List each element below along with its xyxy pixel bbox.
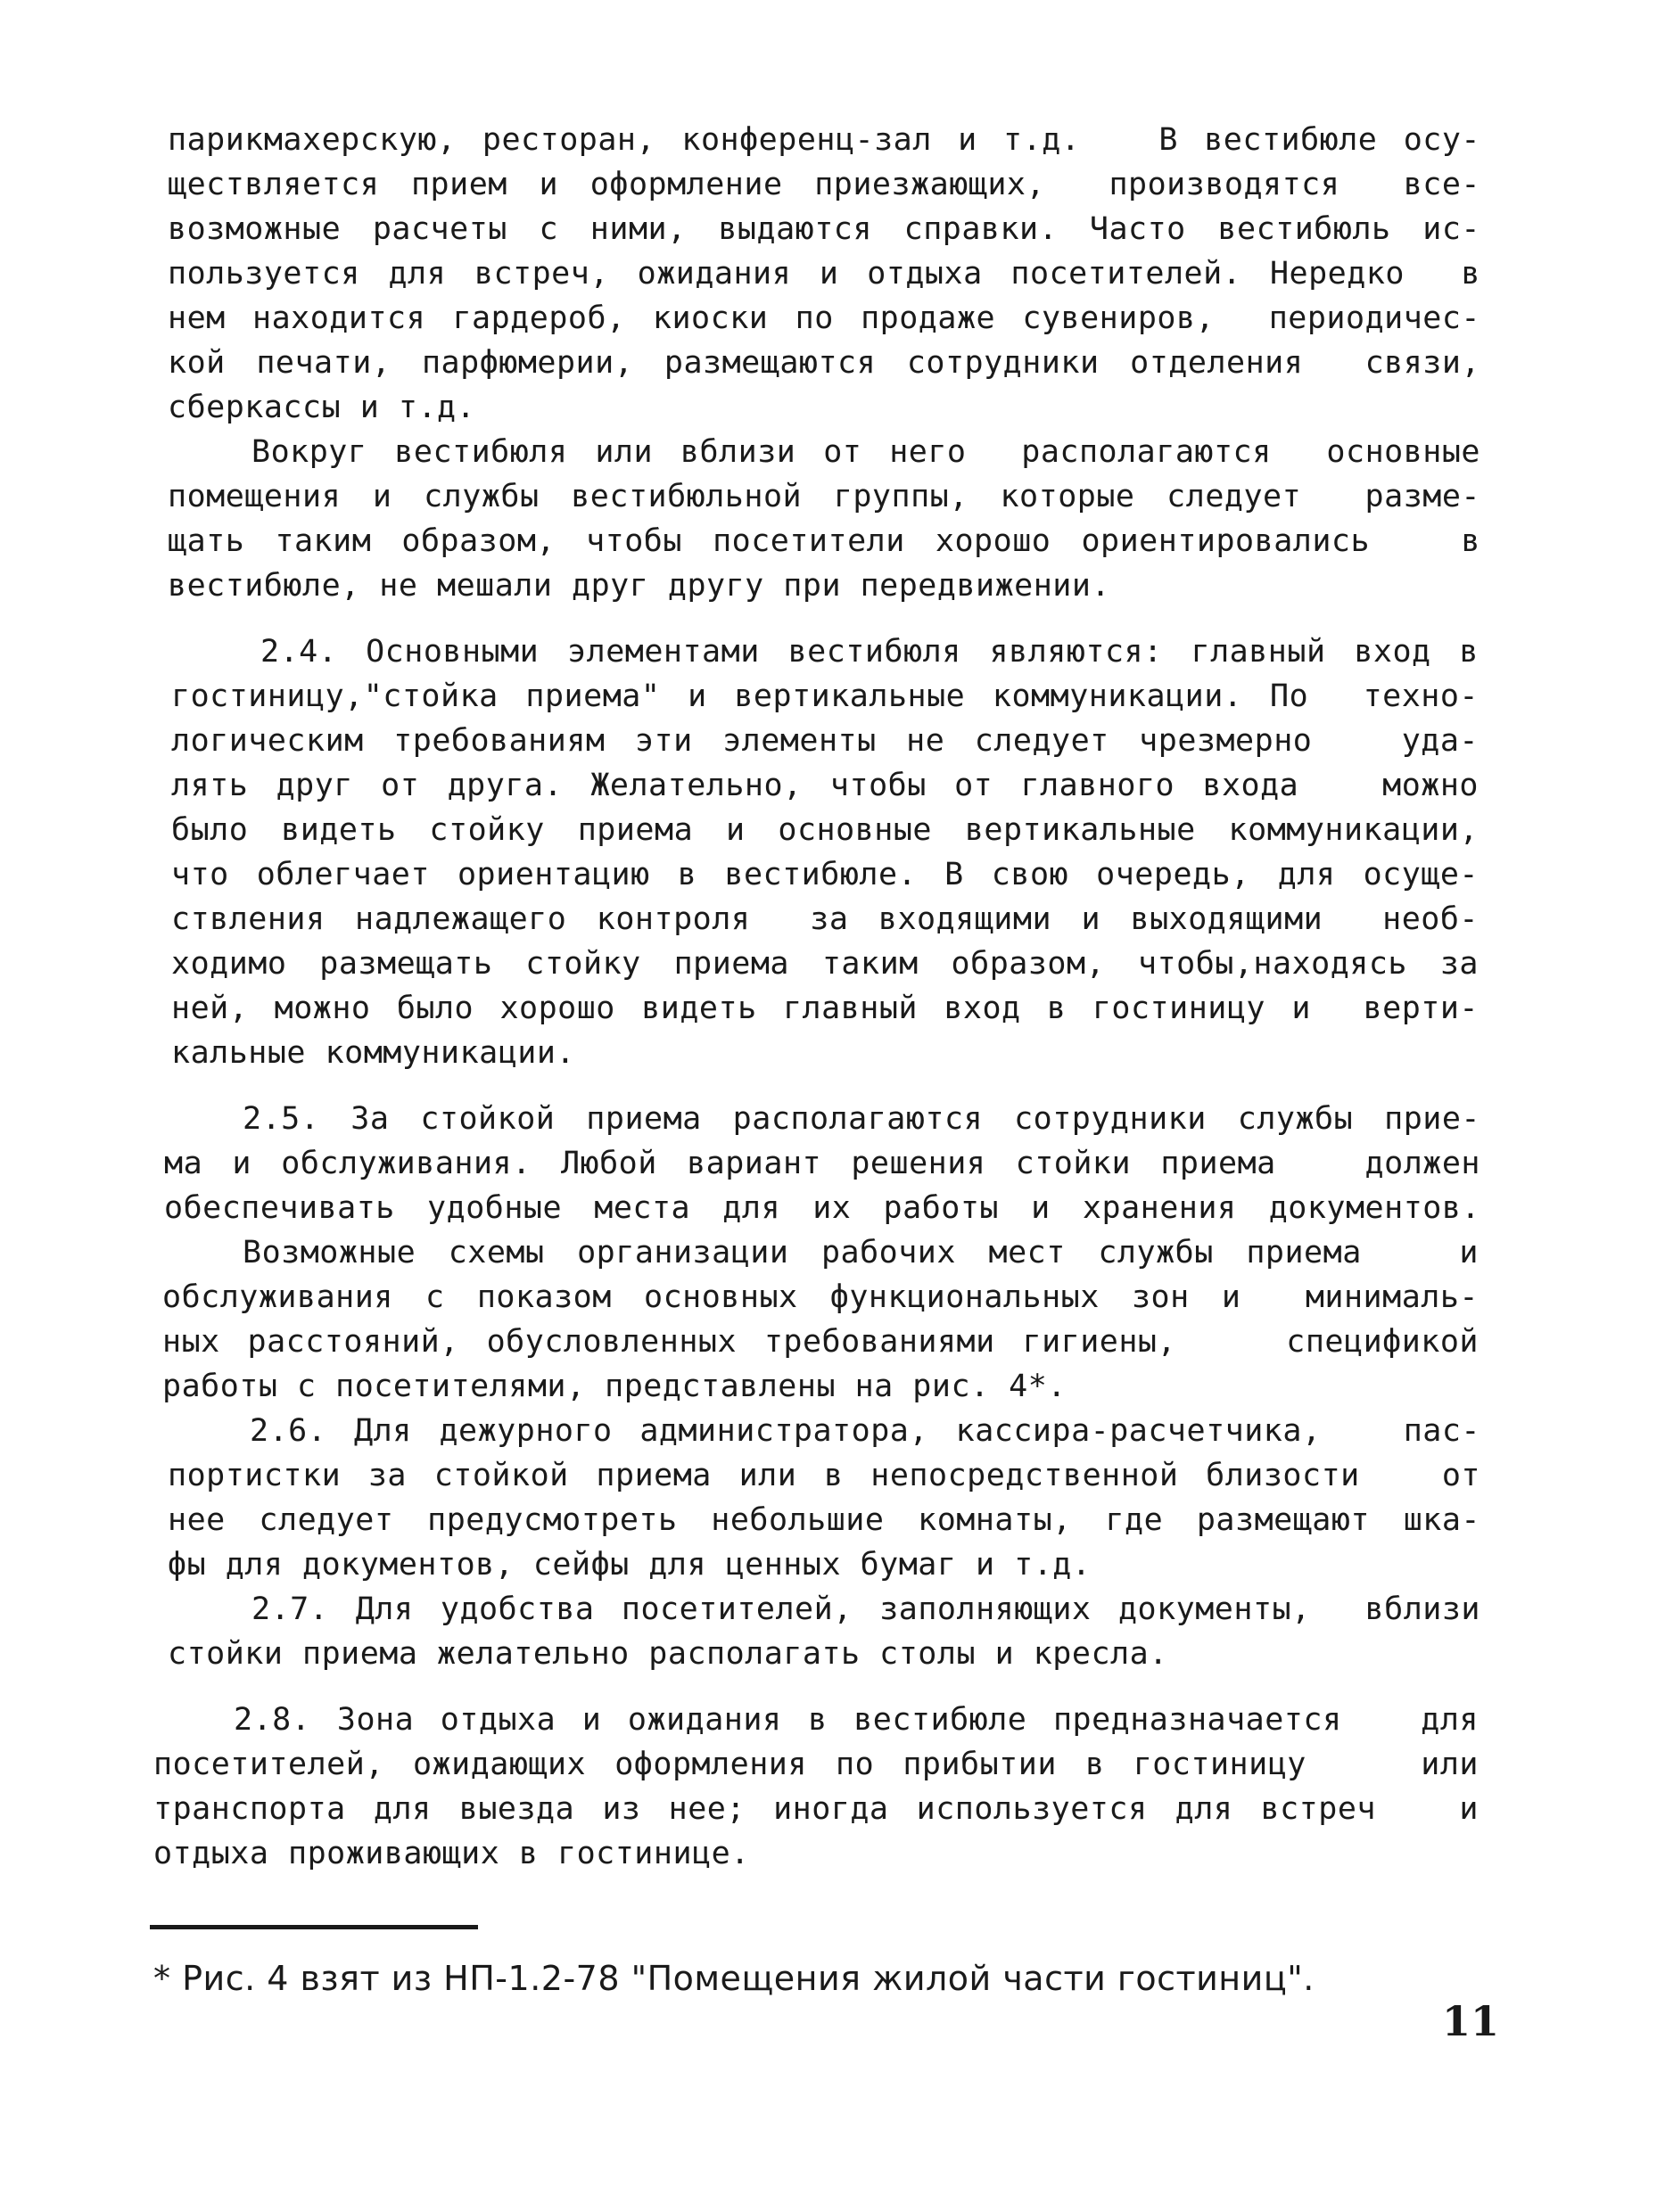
text-line: кальные коммуникации. <box>171 1035 576 1071</box>
text-line: 2.7. Для удобства посетителей, заполняющих документы, вблизи <box>251 1591 1480 1627</box>
text-line: портистки за стойкой приема или в непосредственной близости от <box>168 1458 1480 1493</box>
text-line: логическим требованиям эти элементы не следует чрезмерно уда- <box>171 723 1479 759</box>
text-line: ществляется прием и оформление приезжающих, производятся все- <box>168 167 1480 202</box>
text-line: было видеть стойку приема и основные вертикальные коммуникации, <box>171 812 1479 848</box>
text-line: фы для документов, сейфы для ценных бумаг и т.д. <box>168 1547 1092 1583</box>
text-line: лять друг от друга. Желательно, чтобы от главного входа можно <box>171 768 1479 803</box>
text-line: Возможные схемы организации рабочих мест службы приема и <box>243 1235 1479 1270</box>
text-line: нем находится гардероб, киоски по продаже сувениров, периодичес- <box>168 300 1480 336</box>
text-line: 2.6. Для дежурного администратора, кассира-расчетчика, пас- <box>250 1413 1480 1449</box>
text-line: отдыха проживающих в гостинице. <box>153 1836 750 1871</box>
text-line: работы с посетителями, представлены на рис. 4*. <box>162 1369 1067 1404</box>
text-line: ма и обслуживания. Любой вариант решения стойки приема должен <box>164 1146 1480 1181</box>
text-line: помещения и службы вестибюльной группы, которые следует разме- <box>168 479 1480 514</box>
text-line: нее следует предусмотреть небольшие комнаты, где размещают шка- <box>168 1502 1480 1538</box>
text-line: пользуется для встреч, ожидания и отдыха посетителей. Нередко в <box>168 256 1480 292</box>
text-line: гостиницу,"стойка приема" и вертикальные коммуникации. По техно- <box>171 678 1479 714</box>
footnote-rule <box>150 1925 478 1929</box>
text-line: обслуживания с показом основных функциональных зон и минималь- <box>162 1279 1479 1315</box>
text-line: парикмахерскую, ресторан, конференц-зал и т.д. В вестибюле осу- <box>168 122 1480 158</box>
text-line: ходимо размещать стойку приема таким образом, чтобы,находясь за <box>171 946 1479 982</box>
page-number: 11 <box>1442 1997 1500 2045</box>
text-line: 2.4. Основными элементами вестибюля являются: главный вход в <box>260 634 1479 670</box>
text-line: щать таким образом, чтобы посетители хорошо ориентировались в <box>168 523 1480 559</box>
text-line: посетителей, ожидающих оформления по прибытии в гостиницу или <box>153 1747 1479 1782</box>
text-line: ствления надлежащего контроля за входящими и выходящими необ- <box>171 901 1479 937</box>
text-line: что облегчает ориентацию в вестибюле. В свою очередь, для осуще- <box>171 857 1479 892</box>
text-line: транспорта для выезда из нее; иногда используется для встреч и <box>153 1791 1479 1827</box>
text-line: 2.8. Зона отдыха и ожидания в вестибюле предназначается для <box>234 1702 1479 1738</box>
footnote: * Рис. 4 взят из НП-1.2-78 "Помещения жилой части гостиниц". <box>153 1959 1315 1998</box>
text-line: сберкассы и т.д. <box>168 390 476 425</box>
text-line: кой печати, парфюмерии, размещаются сотрудники отделения связи, <box>168 345 1480 381</box>
text-line: стойки приема желательно располагать столы и кресла. <box>168 1636 1168 1672</box>
text-line: возможные расчеты с ними, выдаются справки. Часто вестибюль ис- <box>168 211 1480 247</box>
text-line: ных расстояний, обусловленных требованиями гигиены, спецификой <box>162 1324 1479 1360</box>
text-line: Вокруг вестибюля или вблизи от него располагаются основные <box>251 434 1480 470</box>
text-line: обеспечивать удобные места для их работы и хранения документов. <box>164 1190 1480 1226</box>
text-line: ней, можно было хорошо видеть главный вход в гостиницу и верти- <box>171 991 1479 1026</box>
text-line: 2.5. За стойкой приема располагаются сотрудники службы прие- <box>243 1101 1480 1137</box>
text-line: вестибюле, не мешали друг другу при передвижении. <box>168 568 1111 604</box>
